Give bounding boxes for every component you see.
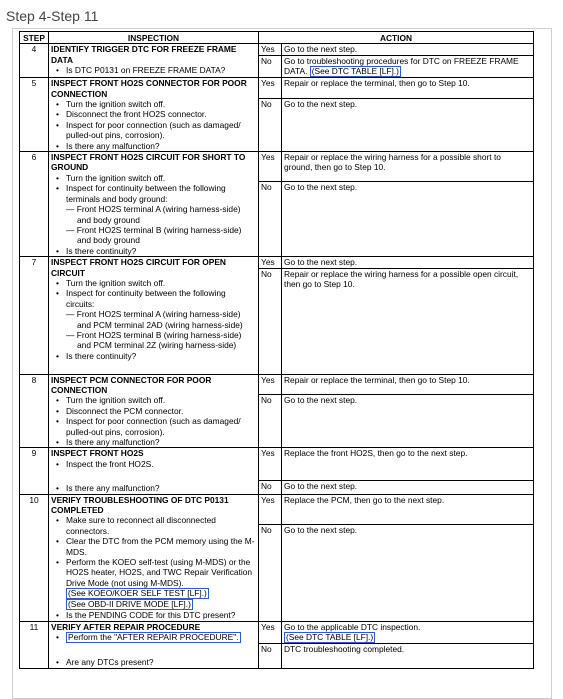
step-number: 6 <box>20 152 49 257</box>
table-row <box>20 152 534 182</box>
answer-yes: Yes <box>259 44 282 55</box>
action-text: Replace the PCM, then go to the next step. <box>282 494 534 524</box>
table-row <box>20 494 534 524</box>
inspection-item: • Turn the ignition switch off. <box>51 395 256 405</box>
koeo-self-test-link[interactable]: (See KOEO/KOER SELF TEST [LF].) <box>68 588 207 599</box>
step-number: 11 <box>20 621 49 668</box>
answer-yes: Yes <box>259 78 282 99</box>
action-text: DTC troubleshooting completed. <box>282 644 534 669</box>
inspection-cell <box>49 78 259 152</box>
inspection-cell <box>49 374 259 448</box>
step-6-block <box>20 152 534 257</box>
table-row <box>20 257 534 268</box>
answer-no: No <box>259 524 282 621</box>
inspection-item: • Is DTC P0131 on FREEZE FRAME DATA? <box>51 65 256 75</box>
step-number: 5 <box>20 78 49 152</box>
inspection-item: • Clear the DTC from the PCM memory using the M-MDS. <box>51 536 256 557</box>
step-number: 4 <box>20 44 49 78</box>
step-4-block <box>20 44 534 78</box>
inspection-item: • Inspect for continuity between the following circuits: <box>51 288 256 309</box>
header-action: ACTION <box>259 32 534 44</box>
inspection-item <box>51 632 256 643</box>
inspection-link-row <box>51 588 256 599</box>
inspection-title: INSPECT FRONT HO2S CIRCUIT FOR OPEN CIRCUIT <box>51 257 226 278</box>
action-text: Go to the next step. <box>282 524 534 621</box>
inspection-item: • Disconnect the PCM connector. <box>51 406 256 416</box>
action-text: Repair or replace the terminal, then go to Step 10. <box>282 374 534 395</box>
inspection-subitem: — Front HO2S terminal B (wiring harness-side) and body ground <box>66 224 242 246</box>
inspection-subitem: — Front HO2S terminal A (wiring harness-side) and body ground <box>66 204 241 225</box>
action-cell <box>282 621 534 643</box>
inspection-table <box>19 31 534 669</box>
dtc-table-link[interactable]: (See DTC TABLE [LF].) <box>311 66 399 77</box>
inspection-subitem: — Front HO2S terminal A (wiring harness-side) and PCM terminal 2AD (wiring harness-side) <box>66 309 243 330</box>
inspection-title: IDENTIFY TRIGGER DTC FOR FREEZE FRAME DATA <box>51 44 237 65</box>
answer-no: No <box>259 99 282 152</box>
inspection-cell <box>49 494 259 621</box>
step-8-block <box>20 374 534 448</box>
inspection-item: • Turn the ignition switch off. <box>51 99 256 109</box>
inspection-item: • Turn the ignition switch off. <box>51 278 256 288</box>
step-10-block <box>20 494 534 621</box>
table-row <box>20 448 534 481</box>
answer-yes: Yes <box>259 494 282 524</box>
inspection-item: • Perform the KOEO self-test (using M-MDS) or the HO2S heater, HO2S, and TWC Repair Verification Drive Mode (not using M-MDS). <box>51 557 256 588</box>
inspection-item: • Is there any malfunction? <box>51 437 256 447</box>
inspection-cell <box>49 621 259 668</box>
step-11-block <box>20 621 534 668</box>
answer-yes: Yes <box>259 621 282 643</box>
answer-yes: Yes <box>259 257 282 268</box>
after-repair-procedure-link[interactable]: Perform the "AFTER REPAIR PROCEDURE". <box>68 632 239 643</box>
action-text: Repair or replace the wiring harness for a possible short to ground, then go to Step 10. <box>282 152 534 182</box>
answer-no: No <box>259 55 282 77</box>
action-text: Go to the next step. <box>282 395 534 448</box>
step-5-block <box>20 78 534 152</box>
action-text: Go to the next step. <box>282 481 534 494</box>
inspection-title: INSPECT FRONT HO2S CIRCUIT FOR SHORT TO GROUND <box>51 152 246 173</box>
action-text: Replace the front HO2S, then go to the next step. <box>282 448 534 481</box>
inspection-item: • Is there any malfunction? <box>51 141 256 151</box>
step-number: 9 <box>20 448 49 494</box>
answer-no: No <box>259 268 282 374</box>
page-title: Step 4-Step 11 <box>6 8 99 24</box>
action-text: Repair or replace the terminal, then go to Step 10. <box>282 78 534 99</box>
inspection-title: VERIFY TROUBLESHOOTING OF DTC P0131 COMPLETED <box>51 494 229 515</box>
inspection-item: • Inspect for continuity between the following terminals and body ground: <box>51 183 256 204</box>
answer-no: No <box>259 395 282 448</box>
inspection-item: • Is there continuity? <box>51 246 256 256</box>
step-number: 10 <box>20 494 49 621</box>
step-9-block <box>20 448 534 494</box>
inspection-item: • Inspect for poor connection (such as damaged/ pulled-out pins, corrosion). <box>51 120 256 141</box>
header-step: STEP <box>20 32 49 44</box>
inspection-title: INSPECT FRONT HO2S CONNECTOR FOR POOR CONNECTION <box>51 78 247 99</box>
answer-yes: Yes <box>259 448 282 481</box>
inspection-item: • Is the PENDING CODE for this DTC present? <box>51 610 256 620</box>
inspection-subitem: — Front HO2S terminal B (wiring harness-side) and PCM terminal 2Z (wiring harness-side) <box>66 329 242 351</box>
inspection-title: INSPECT FRONT HO2S <box>51 448 144 459</box>
answer-no: No <box>259 644 282 669</box>
dtc-table-link[interactable]: (See DTC TABLE [LF].) <box>286 632 374 643</box>
action-text: Go to the applicable DTC inspection. <box>284 621 421 632</box>
obd-drive-mode-link[interactable]: (See OBD-II DRIVE MODE [LF].) <box>68 599 191 610</box>
action-text: Go to the next step. <box>282 44 534 55</box>
action-cell <box>282 55 534 77</box>
action-text: Go to troubleshooting procedures for DTC on FREEZE FRAME DATA. <box>284 55 519 77</box>
step-number: 7 <box>20 257 49 374</box>
step-number: 8 <box>20 374 49 448</box>
answer-yes: Yes <box>259 374 282 395</box>
answer-no: No <box>259 481 282 494</box>
answer-yes: Yes <box>259 152 282 182</box>
action-text: Go to the next step. <box>282 99 534 152</box>
table-row <box>20 44 534 55</box>
answer-no: No <box>259 182 282 257</box>
action-text: Repair or replace the wiring harness for a possible open circuit, then go to Step 10. <box>282 268 534 374</box>
inspection-title: VERIFY AFTER REPAIR PROCEDURE <box>51 621 201 632</box>
action-text: Go to the next step. <box>282 182 534 257</box>
inspection-title: INSPECT PCM CONNECTOR FOR POOR CONNECTION <box>51 374 212 395</box>
header-inspection: INSPECTION <box>49 32 259 44</box>
inspection-item: • Disconnect the front HO2S connector. <box>51 109 256 119</box>
table-row <box>20 374 534 395</box>
inspection-item: • Inspect the front HO2S. <box>51 459 256 469</box>
inspection-cell <box>49 448 259 494</box>
inspection-item: • Inspect for poor connection (such as damaged/ pulled-out pins, corrosion). <box>51 416 256 437</box>
inspection-item: • Turn the ignition switch off. <box>51 173 256 183</box>
inspection-item: • Is there any malfunction? <box>51 483 256 493</box>
table-row <box>20 621 534 643</box>
inspection-cell <box>49 257 259 374</box>
table-row <box>20 78 534 99</box>
inspection-cell <box>49 44 259 78</box>
step-7-block <box>20 257 534 374</box>
action-text: Go to the next step. <box>282 257 534 268</box>
inspection-item: • Make sure to reconnect all disconnected connectors. <box>51 515 256 536</box>
table-header-row <box>20 32 534 44</box>
inspection-item: • Is there continuity? <box>51 351 256 361</box>
inspection-link-row <box>51 599 256 610</box>
inspection-cell <box>49 152 259 257</box>
inspection-item: • Are any DTCs present? <box>51 657 256 667</box>
